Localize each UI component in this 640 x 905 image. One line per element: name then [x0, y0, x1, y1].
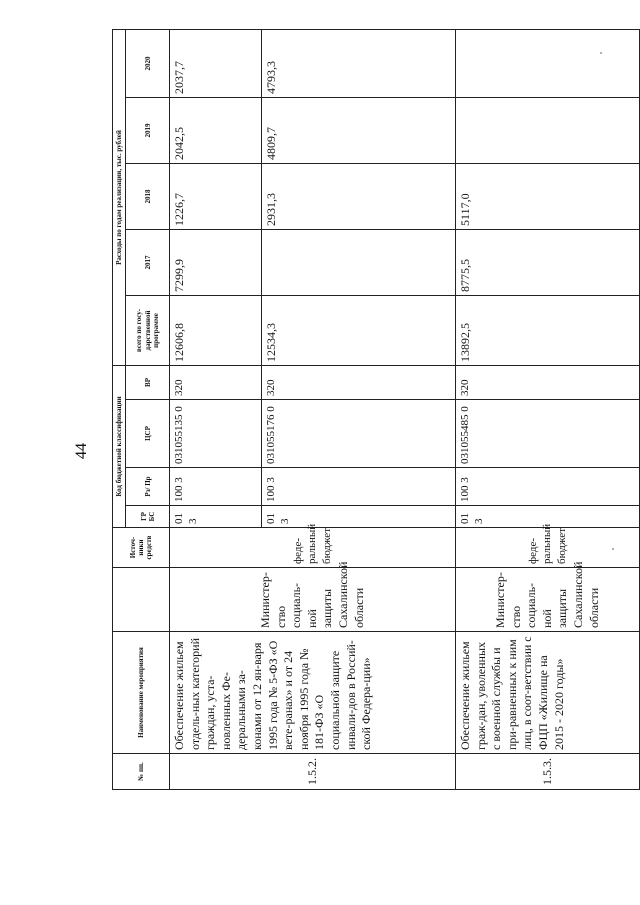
page-number: 44: [73, 443, 90, 459]
header-vr: ВР: [126, 365, 170, 399]
grbs-cell: 01 3: [262, 506, 456, 528]
csr-cell: 031055135 0: [170, 400, 262, 468]
header-grbs: ГР БС: [126, 506, 170, 528]
y2018-cell: 2931,3: [262, 163, 456, 229]
vr-cell: 320: [170, 365, 262, 399]
funding-source: феде-ральный бюджет: [456, 528, 640, 568]
y2019-cell: [456, 97, 640, 163]
header-budget-code: Код бюджетной классификации: [113, 365, 126, 527]
table-row: [170, 29, 262, 789]
scan-speck: [612, 548, 614, 550]
row-number: 1.5.2.: [170, 754, 456, 790]
csr-cell: 031055176 0: [262, 400, 456, 468]
table-row: [456, 29, 640, 789]
header-rzpr: Рз/ Пр: [126, 468, 170, 506]
header-2020: 2020: [126, 29, 170, 97]
header-num: № пп.: [113, 754, 170, 790]
y2017-cell: 8775,5: [456, 229, 640, 295]
executor-name: Министер-ство социаль-ной защиты Сахалинской области: [456, 568, 640, 632]
header-name: Наименование мероприятия: [113, 632, 170, 754]
header-executor: [113, 568, 170, 632]
header-2019: 2019: [126, 97, 170, 163]
y2017-cell: 7299,9: [170, 229, 262, 295]
scan-speck: [600, 52, 602, 54]
header-csr: ЦСР: [126, 400, 170, 468]
header-total: всего по госу-дарственной программе: [126, 295, 170, 365]
measure-name: Обеспечение жильем отдель-ных категорий граждан, уста-новленных Фе-деральными за-конами от 12 ян-варя 1995 года № 5-ФЗ «О вете-ранах» и от 24 ноября 1995 года № 181-ФЗ «О социальной защите инвали-дов в Россий-ской Федера-ции»: [170, 632, 456, 754]
csr-cell: 031055485 0: [456, 400, 640, 468]
table-rotation-frame: [112, 30, 638, 790]
executor-name: Министер-ство социаль-ной защиты Сахалинской области: [170, 568, 456, 632]
measure-name: Обеспечение жильем граж-дан, уволенных с военной службы и при-равненных к ним лиц, в соот-ветствии с ФЦП «Жилище на 2015 - 2020 годы»: [456, 632, 640, 754]
y2020-cell: 2037,7: [170, 29, 262, 97]
funding-source: феде-ральный бюджет: [170, 528, 456, 568]
header-row-1: [113, 29, 126, 789]
total-cell: 12534,3: [262, 295, 456, 365]
grbs-cell: 01 3: [456, 506, 640, 528]
rzpr-cell: 100 3: [170, 468, 262, 506]
vr-cell: 320: [456, 365, 640, 399]
y2018-cell: 1226,7: [170, 163, 262, 229]
y2019-cell: 2042,5: [170, 97, 262, 163]
y2020-cell: [456, 29, 640, 97]
rzpr-cell: 100 3: [262, 468, 456, 506]
y2019-cell: 4809,7: [262, 97, 456, 163]
program-table: [112, 30, 638, 790]
rzpr-cell: 100 3: [456, 468, 640, 506]
total-cell: 12606,8: [170, 295, 262, 365]
row-number: 1.5.3.: [456, 754, 640, 790]
vr-cell: 320: [262, 365, 456, 399]
y2017-cell: [262, 229, 456, 295]
y2018-cell: 5117,0: [456, 163, 640, 229]
grbs-cell: 01 3: [170, 506, 262, 528]
total-cell: 13892,5: [456, 295, 640, 365]
header-2017: 2017: [126, 229, 170, 295]
header-expenses: Расходы по годам реализации, тыс. рублей: [113, 29, 126, 365]
y2020-cell: 4793,3: [262, 29, 456, 97]
header-source: Источ-ники средств: [113, 528, 170, 568]
header-2018: 2018: [126, 163, 170, 229]
